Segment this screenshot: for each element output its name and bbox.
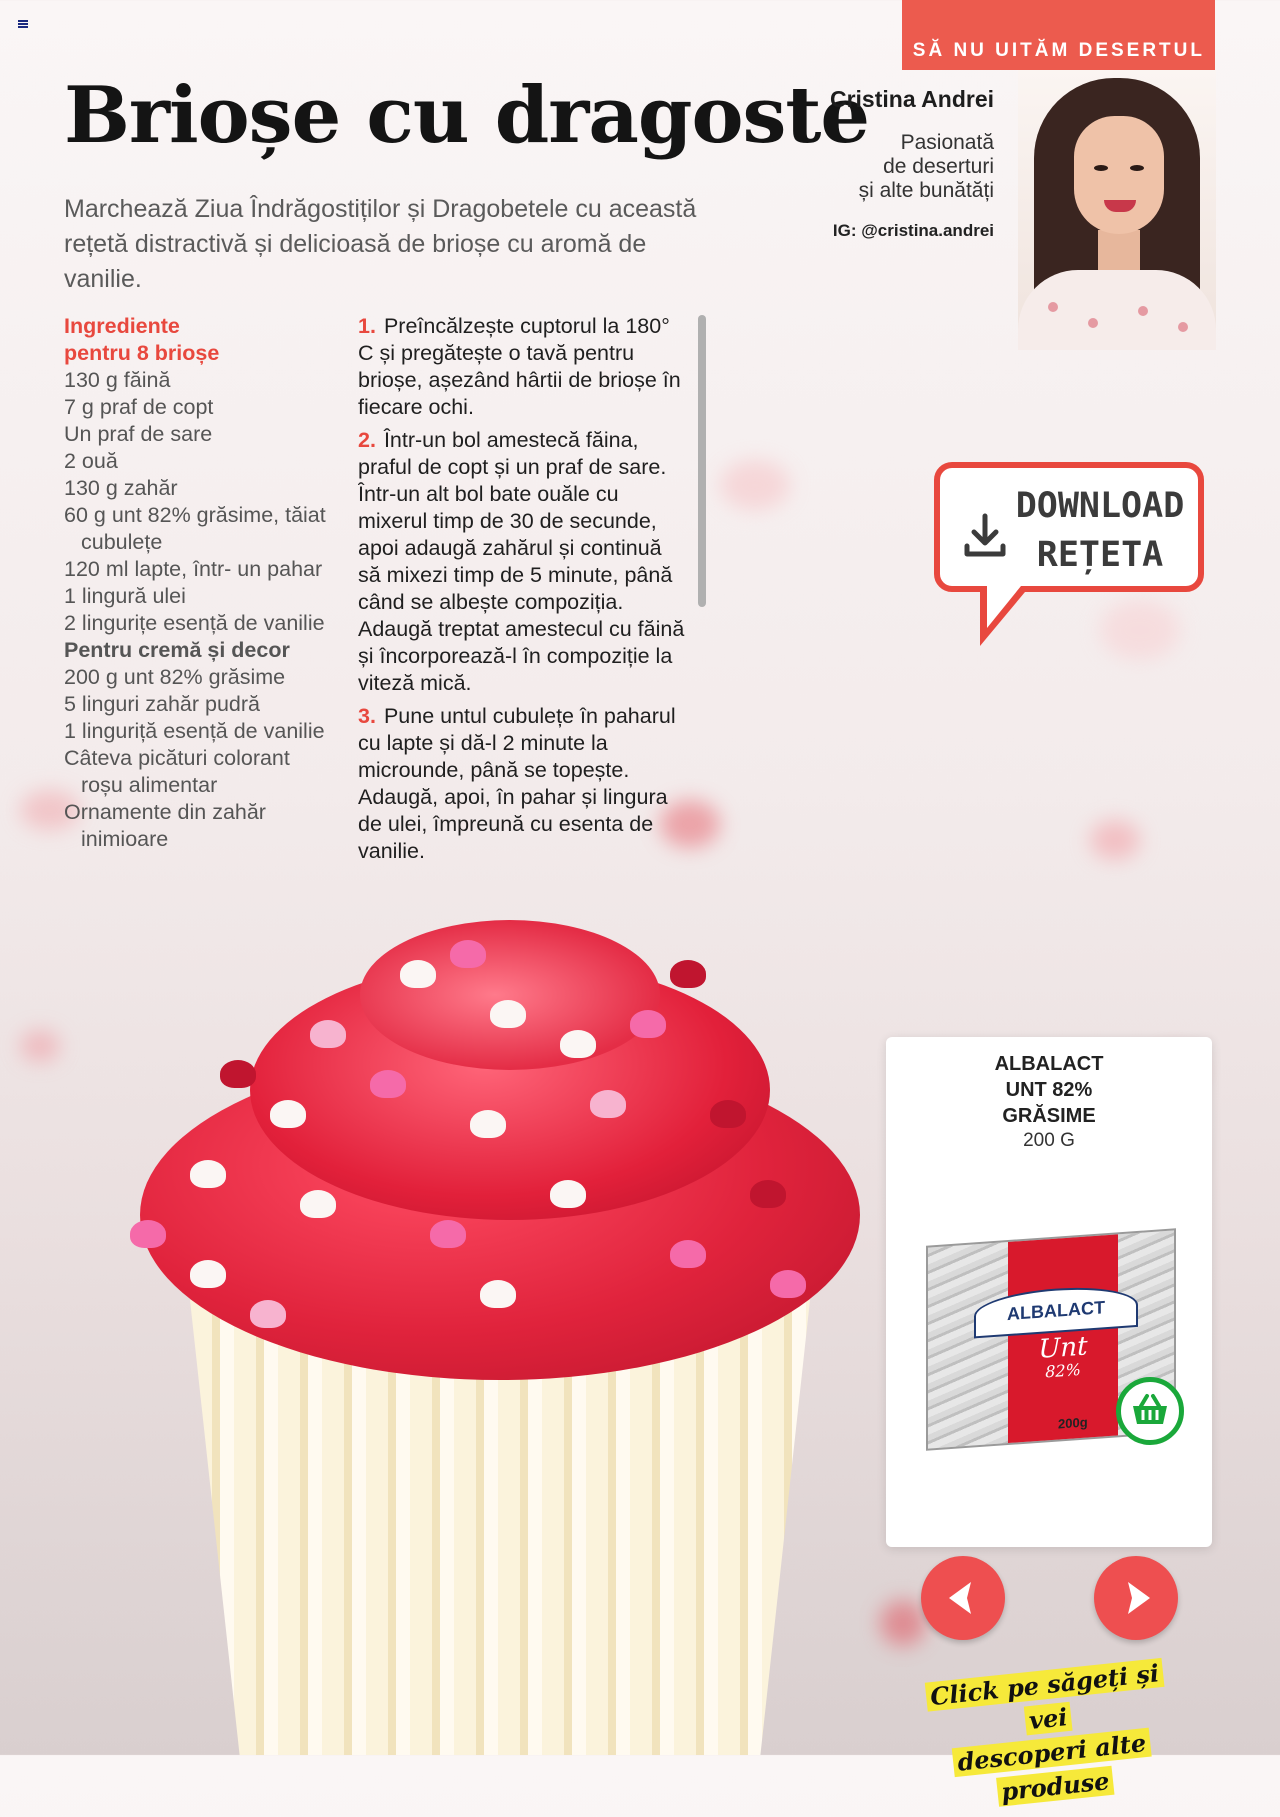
cupcake-frosting: [360, 920, 660, 1070]
step-number: 3.: [358, 704, 376, 728]
ingredients-list: [64, 313, 334, 853]
author-photo: [1018, 70, 1216, 350]
ingredient-item: 2 lingurițe esență de vanilie: [64, 611, 325, 635]
next-product-button[interactable]: [1094, 1556, 1178, 1640]
ingredient-item: 60 g unt 82% grăsime, tăiat cubulețe: [64, 503, 326, 554]
ingredient-item: 1 lingură ulei: [64, 584, 186, 608]
download-bubble-tail-inner: [987, 586, 1021, 628]
cream-item: 1 linguriță esență de vanilie: [64, 719, 325, 743]
cream-heading: Pentru cremă și decor: [64, 638, 290, 662]
author-name: Cristina Andrei: [829, 86, 994, 112]
ingredient-item: 2 ouă: [64, 449, 118, 473]
background-bokeh: [1100, 600, 1180, 660]
product-pack-label: Unt 82%: [1038, 1331, 1088, 1382]
section-tag: SĂ NU UITĂM DESERTUL: [902, 0, 1215, 70]
chevron-left-icon: [941, 1576, 985, 1620]
cream-item: 5 linguri zahăr pudră: [64, 692, 261, 716]
product-pack-brand: ALBALACT: [974, 1283, 1138, 1338]
previous-product-button[interactable]: [921, 1556, 1005, 1640]
basket-icon: [1121, 1382, 1179, 1440]
background-bokeh: [720, 460, 790, 510]
step-text: Într-un bol amestecă făina, praful de copt și un praf de sare. Într-un alt bol bate ouăle cu mixerul timp de 30 de secunde, apoi adaugă zahărul și continuă să mixezi timp de 5 minute, până când se albește compoziția. Adaugă treptat amestecul cu făină și încorporează-l în compoziție la viteză mică.: [358, 428, 685, 695]
background-bokeh: [20, 1030, 60, 1062]
step-number: 1.: [358, 314, 376, 338]
step-item: [358, 427, 688, 697]
ingredient-item: Un praf de sare: [64, 422, 213, 446]
step-text: Preîncălzește cuptorul la 180° C și pregătește o tavă pentru brioșe, așezând hârtii de brioșe în fiecare ochi.: [358, 314, 681, 419]
product-card[interactable]: [886, 1037, 1212, 1547]
author-bio: Pasionată de deserturi și alte bunătăți: [858, 131, 994, 202]
steps-scrollbar[interactable]: [698, 315, 706, 607]
step-number: 2.: [358, 428, 376, 452]
ingredient-item: 130 g zahăr: [64, 476, 178, 500]
ingredients-subheading: pentru 8 brioșe: [64, 341, 220, 365]
download-icon: [962, 512, 1008, 560]
ingredient-item: 130 g făină: [64, 368, 171, 392]
ingredient-item: 7 g praf de copt: [64, 395, 214, 419]
steps-scroll-area[interactable]: [358, 313, 688, 893]
product-pack-weight: 200g: [1058, 1414, 1088, 1432]
product-name: ALBALACT UNT 82% GRĂSIME: [994, 1053, 1104, 1127]
cream-item: Câteva picături colorant roșu alimentar: [64, 746, 290, 797]
author-block: [760, 86, 994, 241]
cream-item: 200 g unt 82% grăsime: [64, 665, 286, 689]
author-instagram: IG: @cristina.andrei: [832, 221, 994, 240]
ingredient-item: 120 ml lapte, într- un pahar: [64, 557, 323, 581]
cream-item: Ornamente din zahăr inimioare: [64, 800, 266, 851]
step-item: [358, 703, 688, 865]
download-recipe-button[interactable]: [934, 462, 1204, 592]
page-title: Brioșe cu dragoste: [64, 70, 870, 161]
chevron-right-icon: [1114, 1576, 1158, 1620]
product-quantity: 200 G: [1023, 1130, 1075, 1151]
navigation-hint: Click pe săgeți și vei descoperi alte produse: [914, 1655, 1187, 1817]
article-intro: Marchează Ziua Îndrăgostiților și Dragobetele cu această rețetă distractivă și delicioasă de brioșe cu aromă de vanilie.: [64, 195, 697, 293]
download-label: DOWNLOAD REȚETA: [1015, 486, 1185, 575]
background-bokeh: [1090, 820, 1140, 860]
step-text: Pune untul cubulețe în paharul cu lapte și dă-l 2 minute la microunde, până se topește. Adaugă, apoi, în pahar și lingura de ulei, împreună cu esenta de vanilie.: [358, 704, 676, 863]
step-item: [358, 313, 688, 421]
ingredients-heading: Ingrediente: [64, 314, 180, 338]
menu-icon[interactable]: [18, 20, 28, 28]
cupcake-image: [110, 920, 890, 1755]
add-to-basket-button[interactable]: [1116, 1377, 1184, 1445]
